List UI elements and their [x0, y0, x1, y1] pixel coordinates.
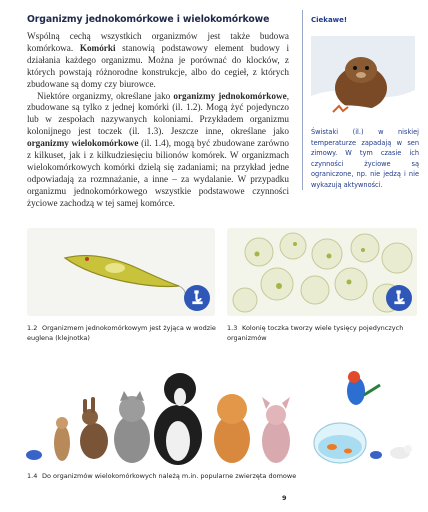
caption-text: Kolonię toczka tworzy wiele tysięcy pojedynczych organizmów: [227, 324, 404, 342]
caption-1-3: [227, 323, 417, 343]
pets-photo: [20, 355, 420, 467]
volvox-photo: [227, 228, 417, 316]
microscope-icon: [184, 285, 210, 311]
main-column: [27, 14, 289, 210]
caption-text: Do organizmów wielokomórkowych należą m.in. popularne zwierzęta domowe: [42, 472, 297, 480]
section-heading: Organizmy jednokomórkowe i wielokomórkowe: [27, 14, 270, 25]
text-run: Wspólną cechą wszystkich organizmów jest także budowa komórkowa.: [27, 31, 289, 53]
caption-number: 1.4: [27, 472, 38, 480]
paragraph-1: [27, 31, 289, 91]
text-run: , zbudowane są tylko z jednej komórki (il. 1.2). Mogą żyć pojedynczo lub w zespołach nazywanych koloniami. Przykładem organizmu kolonijnego jest toczek (il. 1.3). Jeszcze inne, określane jako: [27, 90, 289, 137]
fun-fact-title: Ciekawe!: [311, 16, 348, 24]
text-run: Niektóre organizmy, określane jako: [37, 90, 174, 101]
text-run: (il. 1.4), mogą być zbudowane zarówno z kilkuset, jak i z kilkudziesięciu bilionów komórek. W organizmach wielokomórkowych komórki dzielą się zadaniami; na przykład jedne odpowiadają za rozmnażanie, a inne – za wydalanie. W przypadku organizmu jednokomórkowego wszystkie podstawowe czynności życiowe zachodzą w tej samej komórce.: [27, 138, 290, 208]
fun-fact-box: [302, 10, 420, 190]
text-run: stanowią podstawowy element budowy i działania każdego organizmu. Można je porównać do klocków, z których powstają różnorodne konstrukcje, albo do cegieł, z których zbudowane są domy czy biurowce.: [27, 42, 289, 89]
bold-term: Komórki: [79, 42, 116, 53]
bold-term: organizmy wielokomórkowe: [27, 138, 139, 149]
microscope-icon: [386, 285, 412, 311]
caption-number: 1.2: [27, 324, 38, 332]
caption-1-4: [27, 471, 327, 481]
euglena-photo: [27, 228, 215, 316]
marmot-photo: [311, 36, 415, 120]
caption-text: Organizmem jednokomórkowym jest żyjąca w wodzie euglena (klejnotka): [27, 324, 216, 342]
bold-term: organizmy jednokomórkowe: [173, 90, 287, 101]
paragraph-2: [27, 91, 289, 210]
page-number: 9: [282, 494, 287, 502]
caption-number: 1.3: [227, 324, 238, 332]
caption-1-2: [27, 323, 217, 343]
fun-fact-text: Świstaki (il.) w niskiej temperaturze zapadają w sen zimowy. W tym czasie ich czynności życiowe są ograniczone, np. nie jedzą i nie wykazują aktywności.: [311, 128, 419, 189]
